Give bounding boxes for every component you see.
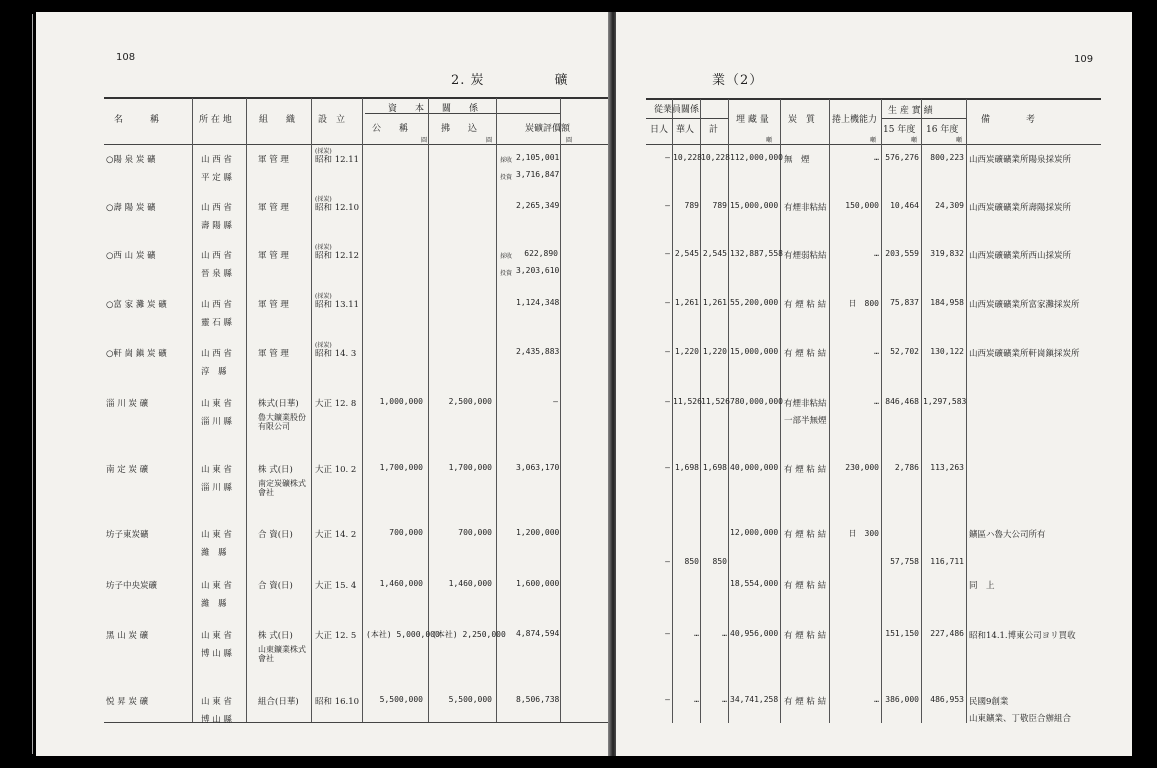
column-divider (560, 98, 561, 722)
row-organization: 合 資(日) (258, 530, 293, 540)
row-reserves: 40,956,000 (730, 629, 779, 638)
row-established-note: (採炭) (315, 293, 332, 300)
row-evaluation: 8,506,738 (516, 695, 560, 704)
row-chinese: 1,261 (674, 298, 699, 307)
row-name: 坊子東炭礦 (106, 530, 149, 540)
row-location: 淄 川 縣 (201, 483, 232, 493)
row-fy16: 113,263 (930, 463, 964, 472)
row-remarks: 山西炭礦礦業所壽陽採炭所 (969, 203, 1072, 213)
row-fy15: 75,837 (890, 298, 919, 307)
row-fy16: 227,486 (930, 629, 964, 638)
table-top-rule (646, 98, 1101, 100)
row-evaluation: 3,716,847 (516, 170, 560, 179)
row-evaluation: 3,203,610 (516, 266, 560, 275)
row-reserves: 132,887,558 (730, 249, 783, 258)
row-quality: 有 煙 粘 結 (784, 697, 827, 707)
header-reserves: 埋 藏 量 (736, 115, 769, 125)
row-fy16: 486,953 (930, 695, 964, 704)
row-total: 1,698 (702, 463, 727, 472)
row-quality: 有煙非粘結 (784, 399, 827, 409)
row-organization: 株 式(日) (258, 465, 293, 475)
header-established: 設 立 (318, 115, 346, 125)
section-title-right: 業（2） (712, 73, 764, 88)
row-location: 山 東 省 (201, 399, 232, 409)
row-evaluation-note: 採收 (500, 157, 513, 164)
row-japanese: — (665, 463, 670, 472)
column-divider (921, 99, 922, 723)
row-evaluation: 2,265,349 (516, 201, 560, 210)
row-capacity: 230,000 (845, 463, 879, 472)
merged-fy15: 57,758 (890, 557, 919, 566)
row-remarks: 山西炭礦礦業所陽泉採炭所 (969, 155, 1072, 165)
row-evaluation: 4,874,594 (516, 629, 560, 638)
row-organization: 軍 管 理 (258, 155, 289, 165)
row-organization: 組合(日華) (258, 697, 299, 707)
row-chinese: 1,220 (674, 347, 699, 356)
row-paid: 1,460,000 (448, 579, 492, 588)
row-authorized: (本社) 5,000,000 (366, 630, 440, 639)
row-authorized: 1,700,000 (379, 463, 423, 472)
row-reserves: 15,000,000 (730, 201, 779, 210)
section-title-left: 2. 炭 礦 (451, 73, 569, 88)
row-organization-detail: 南定炭礦株式會社 (258, 479, 306, 497)
row-location: 山 西 省 (201, 300, 232, 310)
merged-fy16: 116,711 (930, 557, 964, 566)
column-divider (829, 99, 830, 723)
row-reserves: 112,000,000 (730, 153, 783, 162)
row-name: ○陽 泉 炭 礦 (106, 155, 156, 165)
row-total: … (722, 629, 727, 638)
row-location: 山 東 省 (201, 581, 232, 591)
row-evaluation-note: 投資 (500, 270, 513, 277)
row-authorized: 5,500,000 (379, 695, 423, 704)
page-number-left: 108 (116, 52, 136, 63)
unit-ton: 噸 (766, 137, 773, 144)
row-established-note: (採炭) (315, 196, 332, 203)
row-capacity: 150,000 (845, 201, 879, 210)
row-paid: 1,700,000 (448, 463, 492, 472)
row-organization: 合 資(日) (258, 581, 293, 591)
row-name: 淄 川 炭 礦 (106, 399, 149, 409)
page-number-right: 109 (1074, 54, 1094, 65)
row-authorized: 1,460,000 (379, 579, 423, 588)
row-quality: 一部半無煙 (784, 416, 827, 426)
merged-total: 850 (712, 557, 727, 566)
row-organization: 軍 管 理 (258, 251, 289, 261)
row-reserves: 40,000,000 (730, 463, 779, 472)
row-location: 山 東 省 (201, 465, 232, 475)
row-capacity: … (874, 347, 879, 356)
row-japanese: — (665, 397, 670, 406)
row-established: 大正 12. 8 (315, 399, 357, 409)
row-evaluation-note: 投資 (500, 174, 513, 181)
row-evaluation: 622,890 (524, 249, 558, 258)
row-authorized: 700,000 (389, 528, 423, 537)
row-fy15: 386,000 (885, 695, 919, 704)
row-name: 南 定 炭 礦 (106, 465, 149, 475)
row-evaluation-note: 採收 (500, 253, 513, 260)
row-evaluation: 1,200,000 (516, 528, 560, 537)
header-capacity: 捲上機能力 (832, 115, 878, 125)
header-bottom-rule (104, 144, 608, 145)
row-location: 濰 縣 (201, 548, 227, 558)
row-location: 壽 陽 縣 (201, 221, 232, 231)
header-quality: 炭 質 (788, 115, 816, 125)
column-divider (362, 98, 363, 722)
unit-yen: 圓 (421, 137, 428, 144)
unit-ton: 噸 (911, 137, 918, 144)
header-fy15: 15 年度 (883, 125, 916, 135)
row-established: 昭和 14. 3 (315, 349, 357, 359)
row-japanese: — (665, 695, 670, 704)
row-capacity: … (874, 695, 879, 704)
row-paid: 700,000 (458, 528, 492, 537)
header-name: 名 稱 (114, 115, 160, 125)
column-divider (311, 98, 312, 722)
row-location: 晉 泉 縣 (201, 269, 232, 279)
row-quality: 有 煙 粘 結 (784, 581, 827, 591)
row-remarks: 同 上 (969, 581, 995, 591)
row-name: 坊子中央炭礦 (106, 581, 158, 591)
row-fy16: 130,122 (930, 347, 964, 356)
row-location: 山 西 省 (201, 155, 232, 165)
row-fy16: 184,958 (930, 298, 964, 307)
row-remarks: 鑛區ハ魯大公司所有 (969, 530, 1046, 540)
row-fy15: 846,468 (885, 397, 919, 406)
row-quality: 有 煙 粘 結 (784, 349, 827, 359)
unit-ton: 噸 (870, 137, 877, 144)
row-japanese: — (665, 298, 670, 307)
row-established: 昭和 12.12 (315, 251, 360, 261)
row-reserves: 18,554,000 (730, 579, 779, 588)
row-japanese: — (665, 347, 670, 356)
row-quality: 有 煙 粘 結 (784, 530, 827, 540)
row-location: 博 山 縣 (201, 715, 232, 725)
column-divider (966, 99, 967, 723)
row-quality: 有煙弱粘結 (784, 251, 827, 261)
row-authorized: 1,000,000 (379, 397, 423, 406)
column-divider (246, 98, 247, 722)
row-fy15: 10,464 (890, 201, 919, 210)
row-capacity: … (874, 153, 879, 162)
row-japanese: — (665, 249, 670, 258)
row-chinese: … (694, 629, 699, 638)
row-capacity: … (874, 397, 879, 406)
unit-ton: 噸 (956, 137, 963, 144)
row-fy15: 151,150 (885, 629, 919, 638)
row-location: 博 山 縣 (201, 649, 232, 659)
row-established: 大正 12. 5 (315, 631, 357, 641)
row-paid: 5,500,000 (448, 695, 492, 704)
column-divider (780, 99, 781, 723)
row-total: 2,545 (702, 249, 727, 258)
row-established: 大正 14. 2 (315, 530, 357, 540)
row-reserves: 15,000,000 (730, 347, 779, 356)
row-name: ○西 山 炭 礦 (106, 251, 156, 261)
row-name: 黑 山 炭 礦 (106, 631, 149, 641)
row-total: 789 (712, 201, 727, 210)
row-name: ○富 家 灘 炭 礦 (106, 300, 167, 310)
row-quality: 有 煙 粘 結 (784, 631, 827, 641)
row-fy16: 1,297,583 (923, 397, 967, 406)
row-japanese: — (665, 153, 670, 162)
header-capital-group: 資 本 關 係 (388, 104, 479, 114)
row-name: 悦 昇 炭 礦 (106, 697, 149, 707)
row-established: 大正 15. 4 (315, 581, 357, 591)
row-location: 濰 縣 (201, 599, 227, 609)
header-authorized: 公 稱 (372, 124, 409, 134)
row-fy15: 52,702 (890, 347, 919, 356)
row-location: 淄 川 縣 (201, 417, 232, 427)
row-established: 昭和 16.10 (315, 697, 360, 707)
row-remarks: 山西炭礦礦業所軒崗鎭採炭所 (969, 349, 1080, 359)
row-location: 山 東 省 (201, 697, 232, 707)
row-quality: 有煙非粘結 (784, 203, 827, 213)
header-organization: 組 織 (259, 115, 296, 125)
header-chinese: 華人 (676, 125, 695, 135)
row-total: 1,261 (702, 298, 727, 307)
table-top-rule (104, 97, 608, 99)
row-paid: 2,500,000 (448, 397, 492, 406)
row-reserves: 12,000,000 (730, 528, 779, 537)
row-reserves: 780,000,000 (730, 397, 783, 406)
row-evaluation: — (553, 397, 558, 406)
unit-yen: 圓 (486, 137, 493, 144)
header-production-group: 生 産 實 績 (888, 106, 933, 116)
header-fy16: 16 年度 (926, 125, 959, 135)
row-fy16: 24,309 (935, 201, 964, 210)
row-reserves: 34,741,258 (730, 695, 779, 704)
column-divider (728, 99, 729, 723)
row-organization: 株 式(日) (258, 631, 293, 641)
row-name: ○壽 陽 炭 礦 (106, 203, 156, 213)
row-chinese: 11,526 (673, 397, 702, 406)
row-reserves: 55,200,000 (730, 298, 779, 307)
row-fy16: 319,832 (930, 249, 964, 258)
column-divider (428, 98, 429, 722)
row-location: 山 東 省 (201, 631, 232, 641)
header-employees-group: 從業員關係 (654, 105, 700, 115)
row-organization-detail: 魯大鑛業股份有限公司 (258, 413, 306, 431)
row-evaluation: 1,600,000 (516, 579, 560, 588)
row-total: 1,220 (702, 347, 727, 356)
row-chinese: 2,545 (674, 249, 699, 258)
production-subheader-rule (881, 118, 966, 119)
header-paid: 拂 込 (441, 124, 478, 134)
header-japanese: 日人 (650, 125, 669, 135)
row-remarks: 山東鑛業、丁敬臣合辦組合 (969, 714, 1072, 724)
row-name: ○軒 崗 鎭 炭 礦 (106, 349, 167, 359)
row-location: 山 東 省 (201, 530, 232, 540)
row-location: 淳 縣 (201, 367, 227, 377)
row-location: 山 西 省 (201, 251, 232, 261)
row-fy16: 800,223 (930, 153, 964, 162)
row-total: 11,526 (701, 397, 730, 406)
header-bottom-rule (646, 144, 1101, 145)
row-fy15: 203,559 (885, 249, 919, 258)
row-organization: 軍 管 理 (258, 349, 289, 359)
row-quality: 有 煙 粘 結 (784, 300, 827, 310)
column-divider (192, 98, 193, 722)
header-remarks: 備 考 (981, 115, 1036, 125)
row-total: 10,228 (701, 153, 730, 162)
row-remarks: 山西炭礦礦業所西山採炭所 (969, 251, 1072, 261)
unit-yen: 圓 (566, 137, 573, 144)
row-established: 昭和 13.11 (315, 300, 360, 310)
row-location: 平 定 縣 (201, 173, 232, 183)
row-established: 大正 10. 2 (315, 465, 357, 475)
row-established-note: (採炭) (315, 244, 332, 251)
row-established-note: (採炭) (315, 342, 332, 349)
row-organization: 軍 管 理 (258, 203, 289, 213)
row-chinese: 789 (684, 201, 699, 210)
row-established: 昭和 12.10 (315, 203, 360, 213)
table-bottom-rule (104, 722, 608, 723)
row-evaluation: 2,105,001 (516, 153, 560, 162)
row-chinese: 10,228 (673, 153, 702, 162)
row-quality: 無 煙 (784, 155, 810, 165)
row-fy15: 2,786 (894, 463, 919, 472)
right-page (616, 12, 1132, 756)
row-remarks: 昭和14.1.博東公司ヨリ買收 (969, 631, 1076, 641)
row-chinese: 1,698 (674, 463, 699, 472)
row-chinese: … (694, 695, 699, 704)
row-fy15: 576,276 (885, 153, 919, 162)
row-japanese: — (665, 201, 670, 210)
row-remarks: 民國9創業 (969, 697, 1009, 707)
row-organization-detail: 山東鑛業株式會社 (258, 645, 306, 663)
row-remarks: 山西炭礦礦業所富家灘採炭所 (969, 300, 1080, 310)
row-japanese: — (665, 629, 670, 638)
row-evaluation: 2,435,883 (516, 347, 560, 356)
row-location: 靈 石 縣 (201, 318, 232, 328)
header-total: 計 (709, 125, 719, 135)
header-evaluation: 炭礦評價額 (525, 124, 571, 134)
header-location: 所 在 地 (199, 115, 232, 125)
left-page (36, 12, 610, 756)
row-capacity: … (874, 249, 879, 258)
row-capacity: 日 800 (848, 299, 879, 308)
merged-japanese: — (665, 557, 670, 566)
row-established-note: (採炭) (315, 148, 332, 155)
row-organization: 軍 管 理 (258, 300, 289, 310)
column-divider (496, 98, 497, 722)
employees-subheader-rule (646, 118, 728, 119)
row-location: 山 西 省 (201, 203, 232, 213)
row-quality: 有 煙 粘 結 (784, 465, 827, 475)
row-capacity: 日 300 (848, 529, 879, 538)
row-organization: 株式(日華) (258, 399, 299, 409)
row-evaluation: 3,063,170 (516, 463, 560, 472)
row-location: 山 西 省 (201, 349, 232, 359)
row-paid: (本社) 2,250,000 (432, 630, 506, 639)
row-evaluation: 1,124,348 (516, 298, 560, 307)
row-total: … (722, 695, 727, 704)
merged-chinese: 850 (684, 557, 699, 566)
row-established: 昭和 12.11 (315, 155, 360, 165)
